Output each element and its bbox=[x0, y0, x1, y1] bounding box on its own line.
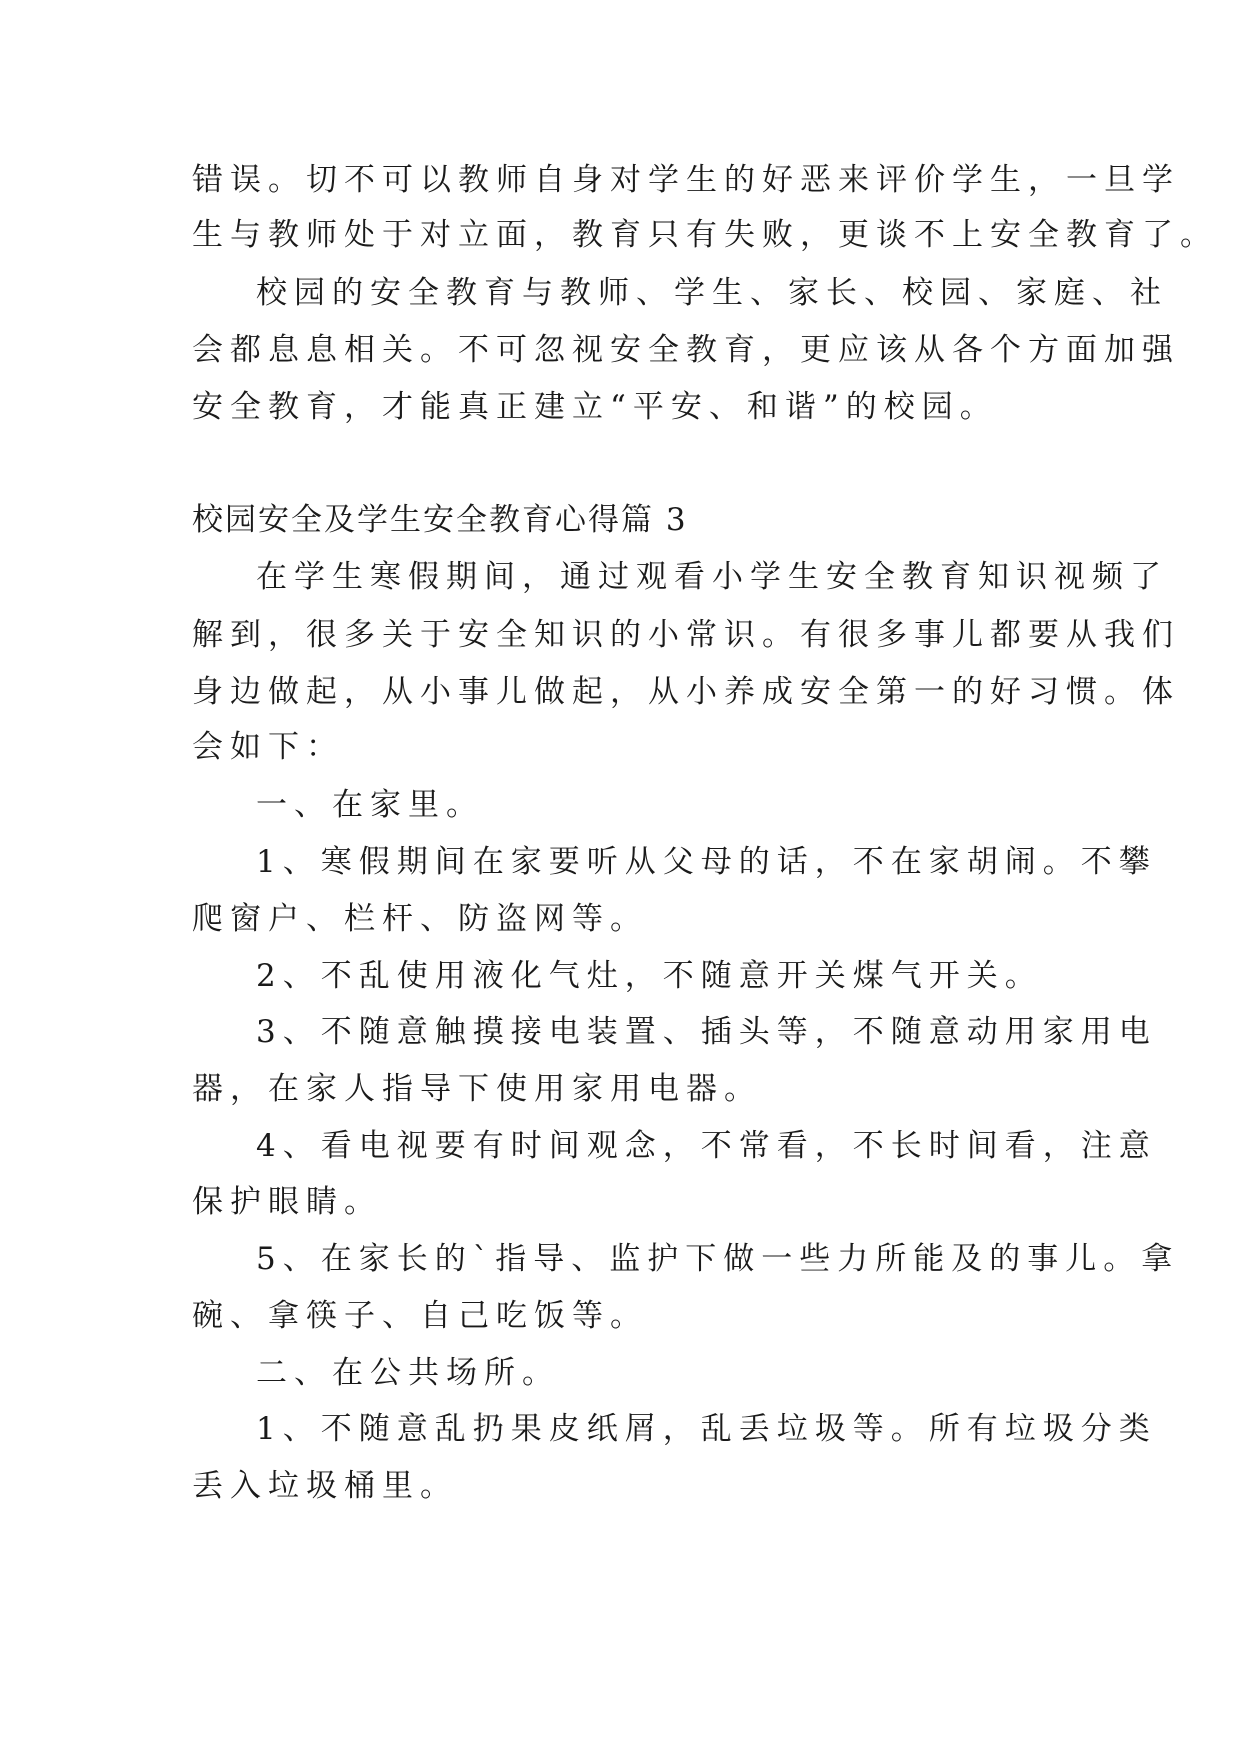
paragraph-line: 在学生寒假期间，通过观看小学生安全教育知识视频了 bbox=[256, 559, 1168, 595]
list-item-line: 丢入垃圾桶里。 bbox=[192, 1468, 458, 1504]
paragraph-line: 错误。切不可以教师自身对学生的好恶来评价学生，一旦学 bbox=[192, 162, 1180, 198]
list-item-line: 1、寒假期间在家要听从父母的话，不在家胡闹。不攀 bbox=[256, 844, 1157, 880]
paragraph-line: 校园的安全教育与教师、学生、家长、校园、家庭、社 bbox=[256, 275, 1168, 311]
section-heading: 校园安全及学生安全教育心得篇 3 bbox=[192, 502, 688, 538]
list-heading: 一、在家里。 bbox=[256, 787, 484, 823]
list-item-line: 碗、拿筷子、自己吃饭等。 bbox=[192, 1298, 648, 1334]
list-item-line: 4、看电视要有时间观念，不常看，不长时间看，注意 bbox=[256, 1128, 1157, 1164]
list-item-line: 器，在家人指导下使用家用电器。 bbox=[192, 1071, 762, 1107]
list-item-line: 5、在家长的`指导、监护下做一些力所能及的事儿。拿 bbox=[256, 1241, 1180, 1277]
paragraph-line: 生与教师处于对立面，教育只有失败，更谈不上安全教育了。 bbox=[192, 217, 1218, 253]
list-item-line: 1、不随意乱扔果皮纸屑，乱丢垃圾等。所有垃圾分类 bbox=[256, 1411, 1157, 1447]
paragraph-line: 会如下： bbox=[192, 729, 344, 765]
paragraph-line: 安全教育，才能真正建立“平安、和谐”的校园。 bbox=[192, 389, 998, 425]
list-item-line: 爬窗户、栏杆、防盗网等。 bbox=[192, 901, 648, 937]
paragraph-line: 会都息息相关。不可忽视安全教育，更应该从各个方面加强 bbox=[192, 332, 1180, 368]
list-item-line: 保护眼睛。 bbox=[192, 1184, 382, 1220]
paragraph-line: 解到，很多关于安全知识的小常识。有很多事儿都要从我们 bbox=[192, 617, 1180, 653]
paragraph-line: 身边做起，从小事儿做起，从小养成安全第一的好习惯。体 bbox=[192, 674, 1180, 710]
list-heading: 二、在公共场所。 bbox=[256, 1355, 560, 1391]
list-item-line: 3、不随意触摸接电装置、插头等，不随意动用家用电 bbox=[256, 1014, 1157, 1050]
list-item-line: 2、不乱使用液化气灶，不随意开关煤气开关。 bbox=[256, 958, 1043, 994]
